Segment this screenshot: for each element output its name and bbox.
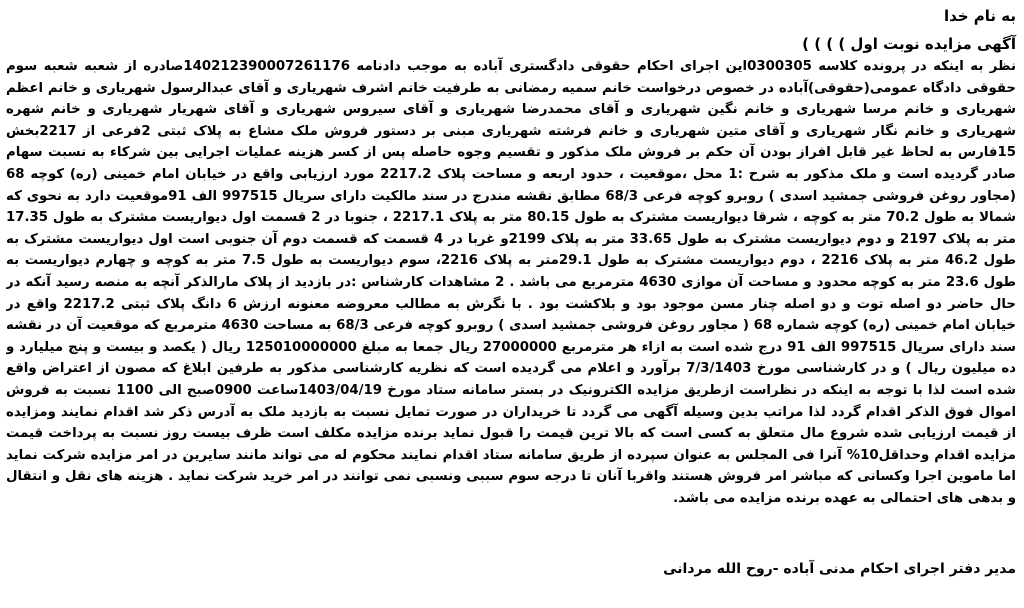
notice-body: نظر به اینکه در پرونده کلاسه 0300305این اجرای احکام حقوقی دادگستری آباده به موجب دادنامه 140212390007261176صادره از شعبه شعبه سوم حقوقی دادگاه عمومی(حقوقی)آباده در خصوص درخواست خانم سمیه رمضانی به طرفیت خانم اشرف شهریاری و آقای عبدالرسول شهریاری و خانم اعظم شهریاری و خانم مرسا شهریاری و خانم نگین شهریاری و آقای محمدرضا شهریاری و آقای سیروس شهریاری و آقای شهریار شهریاری و خانم شهره شهریاری و خانم نگار شهریاری و آقای متین شهریاری و خانم فرشته شهریاری مبنی بر دستور فروش ملک مشاع به پلاک ثبتی 2فرعی از 2217بخش 15فارس به لحاظ غیر قابل افراز بودن آن حکم بر فروش ملک مذکور و تقسیم وجوه حاصله پس از کسر هزینه عملیات اجرایی بین شرکاء به نسبت سهام صادر گردیده است و ملک مذکور به شرح :1 محل ،موقعیت ، حدود اربعه و مساحت پلاک 2217.2 مورد ارزیابی واقع در خیابان امام خمینی (ره) کوچه 68 (مجاور روغن فروشی جمشید اسدی ) روبرو کوچه فرعی 68/3 مطابق نقشه مندرج در سند مالکیت دارای سریال 997515 الف 91موقعیت دارد به نحوی که شمالا به طول 70.2 متر به کوچه ، شرقا دیواریست مشترک به طول 80.15 متر به پلاک 2217.1 ، جنوبا در 2 قسمت اول دیواریست مشترک به طول 17.35 متر به پلاک 2197 و دوم دیواریست مشترک به طول 33.65 متر به پلاک 2199و غربا در 4 قسمت که قسمت دوم آن جنوبی است اول دیواریست مشترک به طول 46.2 متر به پلاک 2216 ، دوم دیواریست مشترک به طول 29.1متر به پلاک 2216، سوم دیواریست به طول 7.5 متر به کوچه و چهارم دیواریست به طول 23.6 متر به کوچه محدود و مساحت آن موازی 4630 مترمربع می باشد . 2 مشاهدات کارشناس :در بازدید از پلاک مارالذکر آنچه به منصه رسید آنکه در حال حاضر دو اصله توت و دو اصله چنار مسن موجود بود و بلاکشت بود . با نگرش به مطالب معروضه معنونه ارزش 6 دانگ پلاک ثبتی 2217.2 واقع در خیابان امام خمینی (ره) کوچه شماره 68 ( مجاور روغن فروشی جمشید اسدی ) روبرو کوچه فرعی 68/3 به مساحت 4630 مترمربع که موقعیت آن در نقشه سند دارای سریال 997515 الف 91 درج شده است به ازاء هر مترمربع 27000000 ریال جمعا به مبلغ 125010000000 ریال ( یکصد و بیست و پنج میلیارد و ده میلیون ریال ) و در کارشناسی مورخ 7/3/1403 برآورد و اعلام می گردیده است که نظریه کارشناسی مذکور به طرفین ابلاغ که مصون از اعتراض واقع شده است لذا با توجه به اینکه در نظراست ازطریق مزایده الکترونیک در بستر سامانه ستاد مورخ 1403/04/19ساعت 0900صبح الی 1100 نسبت به فروش اموال فوق الذکر اقدام گردد لذا مراتب بدین وسیله آگهی می گردد تا خریداران در صورت تمایل نسبت به بازدید ملک به آدرس ذکر شد اقدام نمایند ومزایده از قیمت ارزیابی شده شروع مال متعلق به کسی است که بالا ترین قیمت را قبول نماید برنده مزایده مکلف است ظرف بیست روز نسبت به پرداخت قیمت مزایده اقدام وحداقل10% آنرا فی المجلس به عنوان سپرده از طریق سامانه ستاد اقدام نمایند محکوم له می تواند مانند سایرین در امر مزایده شرکت نماید اما ماموین اجرا وکسانی که مباشر امر فروش هستند واقربا آنان تا درجه سوم سببی ونسبی نمی توانند در امر خرید شرکت نماید . هزینه های نقل و انتقال و بدهی های احتمالی به عهده برنده مزایده می باشد. <box>6 59 1016 506</box>
signature-line: مدیر دفتر اجرای احکام مدنی آباده -روح الله مردانی <box>663 561 1016 577</box>
invocation-line: به نام خدا <box>943 7 1016 25</box>
notice-title: آگهی مزایده نوبت اول ) ) ) ) <box>802 35 1016 53</box>
auction-notice-document <box>6 4 1016 604</box>
